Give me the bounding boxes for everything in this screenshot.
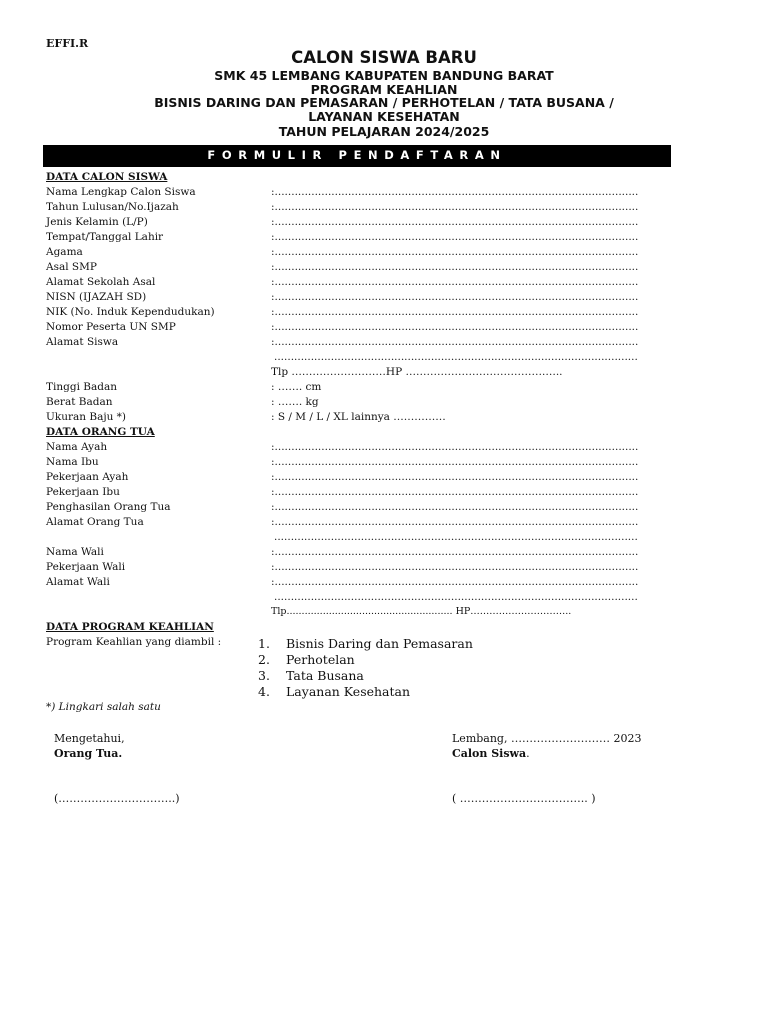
fill-line-continued[interactable]: ............................................................................................................. bbox=[274, 531, 638, 543]
fill-line[interactable]: :............................................................................................................. bbox=[271, 186, 639, 198]
fill-line[interactable]: :............................................................................................................. bbox=[271, 576, 639, 588]
fill-line[interactable]: :............................................................................................................. bbox=[271, 291, 639, 303]
signature-right-suffix: . bbox=[526, 747, 530, 760]
field-label: Tahun Lulusan/No.Ijazah bbox=[46, 201, 179, 213]
signature-right-blank[interactable]: ( …………………………….. ) bbox=[452, 792, 596, 805]
fill-line[interactable]: :............................................................................................................. bbox=[271, 336, 639, 348]
fill-line[interactable]: :............................................................................................................. bbox=[271, 501, 639, 513]
program-option[interactable]: Bisnis Daring dan Pemasaran bbox=[286, 636, 473, 651]
field-label: Alamat Sekolah Asal bbox=[46, 276, 156, 288]
fill-line[interactable]: :............................................................................................................. bbox=[271, 201, 639, 213]
footnote: *) Lingkari salah satu bbox=[46, 701, 161, 713]
fill-line[interactable]: :............................................................................................................. bbox=[271, 561, 639, 573]
fill-line[interactable]: :............................................................................................................. bbox=[271, 306, 639, 318]
document-code: EFFI.R bbox=[46, 37, 89, 50]
field-label: Pekerjaan Ibu bbox=[46, 486, 120, 498]
field-label: Agama bbox=[46, 246, 83, 258]
field-label: Alamat Wali bbox=[46, 576, 110, 588]
fill-line[interactable]: :............................................................................................................. bbox=[271, 276, 639, 288]
program-option[interactable]: Layanan Kesehatan bbox=[286, 684, 411, 699]
program-label: Program Keahlian yang diambil : bbox=[46, 636, 222, 648]
field-label: Pekerjaan Wali bbox=[46, 561, 126, 573]
signature-left-role: Orang Tua. bbox=[54, 747, 123, 760]
fill-line[interactable]: :............................................................................................................. bbox=[271, 216, 639, 228]
option-number: 3. bbox=[258, 668, 270, 683]
field-label: Nama Wali bbox=[46, 546, 104, 558]
fill-line[interactable]: :............................................................................................................. bbox=[271, 471, 639, 483]
field-label: Berat Badan bbox=[46, 396, 113, 408]
program-heading: PROGRAM KEAHLIAN bbox=[310, 82, 458, 97]
signature-place-date[interactable]: Lembang, ……………………… 2023 bbox=[452, 732, 642, 745]
field-label: Pekerjaan Ayah bbox=[46, 471, 129, 483]
option-number: 2. bbox=[258, 652, 270, 667]
fill-line[interactable]: :............................................................................................................. bbox=[271, 456, 639, 468]
field-label: Alamat Siswa bbox=[46, 336, 119, 348]
section-parent-heading: DATA ORANG TUA bbox=[46, 426, 155, 438]
field-label: Nama Ibu bbox=[46, 456, 99, 468]
height-field[interactable]: : ……. cm bbox=[271, 381, 322, 393]
weight-field[interactable]: : ……. kg bbox=[271, 396, 319, 408]
student-phone-line[interactable]: Tlp ………………………HP ………………………………….….. bbox=[271, 366, 563, 378]
fill-line[interactable]: :............................................................................................................. bbox=[271, 516, 639, 528]
signature-left-blank[interactable]: (…………………………..) bbox=[54, 792, 180, 805]
program-option[interactable]: Tata Busana bbox=[286, 668, 364, 683]
fill-line[interactable]: :............................................................................................................. bbox=[271, 486, 639, 498]
guardian-phone-line[interactable]: Tlp....................................................... HP………………………….. bbox=[271, 606, 572, 617]
option-number: 4. bbox=[258, 684, 270, 699]
field-label: NISN (IJAZAH SD) bbox=[46, 291, 147, 303]
field-label: Penghasilan Orang Tua bbox=[46, 501, 171, 513]
fill-line[interactable]: :............................................................................................................. bbox=[271, 441, 639, 453]
program-option[interactable]: Perhotelan bbox=[286, 652, 355, 667]
fill-line[interactable]: :............................................................................................................. bbox=[271, 246, 639, 258]
field-label: Asal SMP bbox=[46, 261, 97, 273]
fill-line-continued[interactable]: ............................................................................................................. bbox=[274, 351, 638, 363]
field-label: NIK (No. Induk Kependudukan) bbox=[46, 306, 215, 318]
section-student-heading: DATA CALON SISWA bbox=[46, 171, 168, 183]
shirt-size-field[interactable]: : S / M / L / XL lainnya …………… bbox=[271, 411, 446, 423]
field-label: Alamat Orang Tua bbox=[46, 516, 144, 528]
field-label: Tinggi Badan bbox=[46, 381, 117, 393]
fill-line-continued[interactable]: ............................................................................................................. bbox=[274, 591, 638, 603]
section-program-heading: DATA PROGRAM KEAHLIAN bbox=[46, 621, 214, 633]
field-label: Nomor Peserta UN SMP bbox=[46, 321, 176, 333]
fill-line[interactable]: :............................................................................................................. bbox=[271, 261, 639, 273]
fill-line[interactable]: :............................................................................................................. bbox=[271, 546, 639, 558]
field-label: Nama Ayah bbox=[46, 441, 108, 453]
fill-line[interactable]: :............................................................................................................. bbox=[271, 231, 639, 243]
field-label: Tempat/Tanggal Lahir bbox=[46, 231, 164, 243]
page-title: CALON SISWA BARU bbox=[291, 48, 477, 67]
option-number: 1. bbox=[258, 636, 270, 651]
field-label: Nama Lengkap Calon Siswa bbox=[46, 186, 196, 198]
signature-left-caption: Mengetahui, bbox=[54, 732, 125, 745]
signature-right-role: Calon Siswa bbox=[452, 747, 527, 760]
academic-year: TAHUN PELAJARAN 2024/2025 bbox=[278, 124, 490, 139]
programs-line: BISNIS DARING DAN PEMASARAN / PERHOTELAN / TATA BUSANA / LAYANAN KESEHATAN bbox=[154, 95, 614, 124]
field-label: Jenis Kelamin (L/P) bbox=[46, 216, 148, 228]
form-banner: FORMULIR PENDAFTARAN bbox=[43, 145, 671, 167]
fill-line[interactable]: :............................................................................................................. bbox=[271, 321, 639, 333]
school-name: SMK 45 LEMBANG KABUPATEN BANDUNG BARAT bbox=[214, 68, 554, 83]
signature-right-role-wrap bbox=[452, 747, 530, 760]
field-label: Ukuran Baju *) bbox=[46, 411, 127, 423]
